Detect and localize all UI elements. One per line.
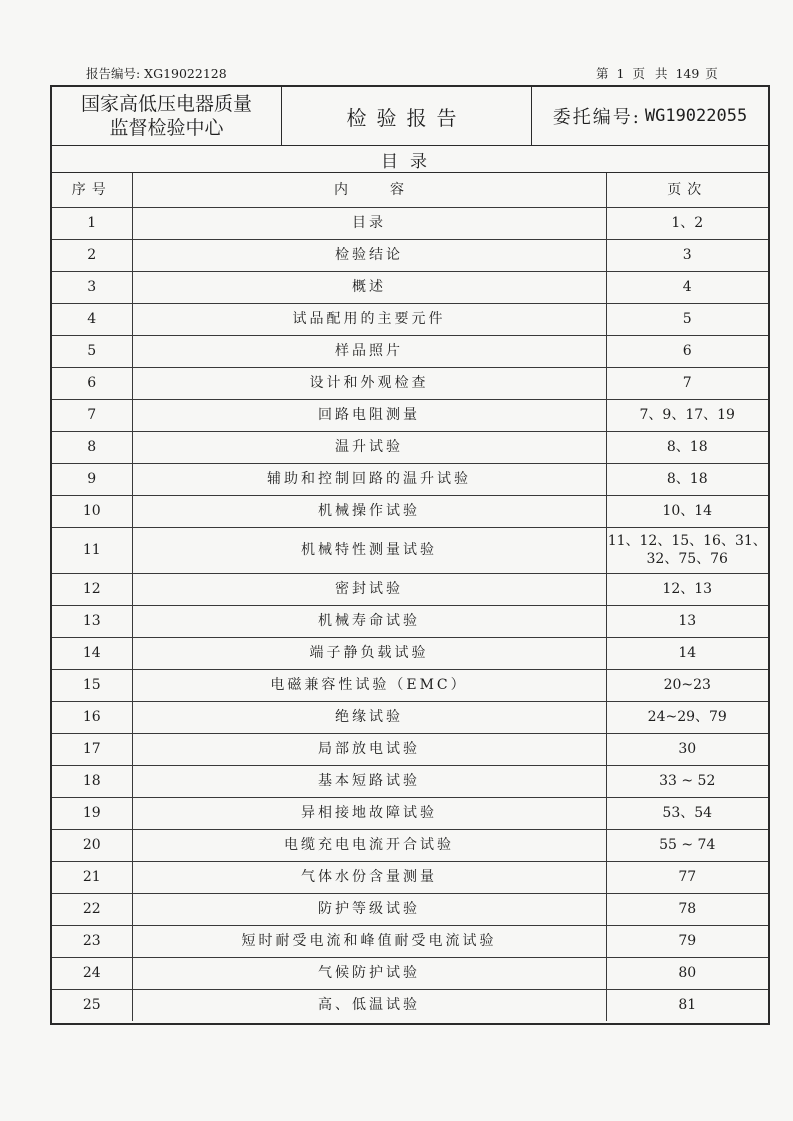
toc-content: 检验结论: [132, 239, 606, 271]
toc-pages: 7: [606, 367, 768, 399]
toc-row: [52, 495, 768, 527]
toc-no: 23: [52, 925, 132, 957]
toc-no: 21: [52, 861, 132, 893]
delegation-number: [532, 87, 768, 145]
col-header-no: 序号: [52, 173, 132, 207]
toc-content: 目录: [132, 207, 606, 239]
toc-content: 短时耐受电流和峰值耐受电流试验: [132, 925, 606, 957]
toc-row: [52, 605, 768, 637]
col-header-content: 内 容: [132, 173, 606, 207]
delegation-value: WG19022055: [644, 106, 748, 126]
toc-no: 7: [52, 399, 132, 431]
toc-content: 防护等级试验: [132, 893, 606, 925]
toc-row: [52, 957, 768, 989]
page-label-3: 页: [705, 66, 718, 81]
toc-no: 20: [52, 829, 132, 861]
toc-pages: 20~23: [606, 669, 768, 701]
toc-pages: 4: [606, 271, 768, 303]
toc-row: [52, 829, 768, 861]
toc-content: 端子静负载试验: [132, 637, 606, 669]
toc-pages: 53、54: [606, 797, 768, 829]
toc-row: [52, 367, 768, 399]
toc-pages: 14: [606, 637, 768, 669]
toc-content: 密封试验: [132, 573, 606, 605]
toc-row: [52, 989, 768, 1021]
toc-content: 电缆充电电流开合试验: [132, 829, 606, 861]
toc-no: 25: [52, 989, 132, 1021]
toc-pages: 79: [606, 925, 768, 957]
delegation-label: 委托编号:: [552, 107, 641, 128]
toc-no: 14: [52, 637, 132, 669]
toc-content: 概述: [132, 271, 606, 303]
toc-pages: 24~29、79: [606, 701, 768, 733]
toc-no: 19: [52, 797, 132, 829]
toc-row: [52, 303, 768, 335]
toc-no: 3: [52, 271, 132, 303]
toc-content: 高、低温试验: [132, 989, 606, 1021]
toc-pages: 81: [606, 989, 768, 1021]
toc-pages: 55 ~ 74: [606, 829, 768, 861]
toc-pages: 12、13: [606, 573, 768, 605]
toc-no: 9: [52, 463, 132, 495]
page-indicator: [596, 64, 718, 82]
toc-content: 机械寿命试验: [132, 605, 606, 637]
toc-no: 2: [52, 239, 132, 271]
toc-no: 1: [52, 207, 132, 239]
toc-content: 气候防护试验: [132, 957, 606, 989]
toc-no: 11: [52, 527, 132, 573]
report-title: 检验报告: [282, 87, 532, 145]
toc-row: [52, 573, 768, 605]
toc-no: 13: [52, 605, 132, 637]
toc-content: 局部放电试验: [132, 733, 606, 765]
toc-content: 机械操作试验: [132, 495, 606, 527]
toc-row: [52, 271, 768, 303]
toc-content: 温升试验: [132, 431, 606, 463]
toc-title: 目录: [52, 146, 768, 173]
page-label-1: 第: [596, 66, 609, 81]
toc-pages: 10、14: [606, 495, 768, 527]
organization-name: [52, 87, 282, 145]
toc-no: 8: [52, 431, 132, 463]
toc-row: [52, 527, 768, 573]
toc-row: [52, 797, 768, 829]
toc-no: 5: [52, 335, 132, 367]
toc-pages: 5: [606, 303, 768, 335]
toc-header-row: [52, 173, 768, 207]
toc-no: 15: [52, 669, 132, 701]
toc-no: 24: [52, 957, 132, 989]
page-label-2: 页: [632, 66, 645, 81]
toc-no: 22: [52, 893, 132, 925]
toc-no: 6: [52, 367, 132, 399]
toc-pages: 80: [606, 957, 768, 989]
toc-row: [52, 893, 768, 925]
toc-row: [52, 861, 768, 893]
toc-row: [52, 431, 768, 463]
toc-pages: 78: [606, 893, 768, 925]
toc-pages: 30: [606, 733, 768, 765]
toc-no: 16: [52, 701, 132, 733]
total-pages: 149: [675, 66, 700, 81]
toc-pages: 33 ~ 52: [606, 765, 768, 797]
toc-row: [52, 637, 768, 669]
toc-content: 电磁兼容性试验（EMC）: [132, 669, 606, 701]
toc-pages: 77: [606, 861, 768, 893]
toc-content: 基本短路试验: [132, 765, 606, 797]
toc-content: 试品配用的主要元件: [132, 303, 606, 335]
total-label: 共: [654, 66, 668, 81]
toc-no: 10: [52, 495, 132, 527]
toc-content: 绝缘试验: [132, 701, 606, 733]
toc-pages: 8、18: [606, 463, 768, 495]
toc-row: [52, 669, 768, 701]
toc-content: 样品照片: [132, 335, 606, 367]
toc-content: 异相接地故障试验: [132, 797, 606, 829]
toc-pages: 8、18: [606, 431, 768, 463]
page-number: 1: [616, 66, 625, 81]
org-line-2: 监督检验中心: [109, 117, 224, 139]
toc-no: 4: [52, 303, 132, 335]
toc-content: 机械特性测量试验: [132, 527, 606, 573]
toc-row: [52, 925, 768, 957]
toc-pages: 7、9、17、19: [606, 399, 768, 431]
toc-row: [52, 765, 768, 797]
title-block: [52, 87, 768, 146]
toc-row: [52, 733, 768, 765]
toc-row: [52, 335, 768, 367]
toc-no: 17: [52, 733, 132, 765]
toc-table: [52, 173, 768, 1021]
toc-no: 18: [52, 765, 132, 797]
toc-content: 气体水份含量测量: [132, 861, 606, 893]
toc-pages: 13: [606, 605, 768, 637]
col-header-pages: 页次: [606, 173, 768, 207]
org-line-1: 国家高低压电器质量: [80, 93, 252, 115]
toc-row: [52, 463, 768, 495]
toc-pages: 6: [606, 335, 768, 367]
report-frame: [50, 85, 770, 1025]
toc-row: [52, 701, 768, 733]
report-number: 报告编号: XG19022128: [86, 66, 227, 81]
toc-pages: 3: [606, 239, 768, 271]
toc-content: 设计和外观检查: [132, 367, 606, 399]
toc-row: [52, 207, 768, 239]
toc-pages: 1、2: [606, 207, 768, 239]
toc-row: [52, 399, 768, 431]
toc-row: [52, 239, 768, 271]
toc-pages: 11、12、15、16、31、32、75、76: [606, 527, 768, 573]
toc-content: 回路电阻测量: [132, 399, 606, 431]
toc-content: 辅助和控制回路的温升试验: [132, 463, 606, 495]
toc-no: 12: [52, 573, 132, 605]
